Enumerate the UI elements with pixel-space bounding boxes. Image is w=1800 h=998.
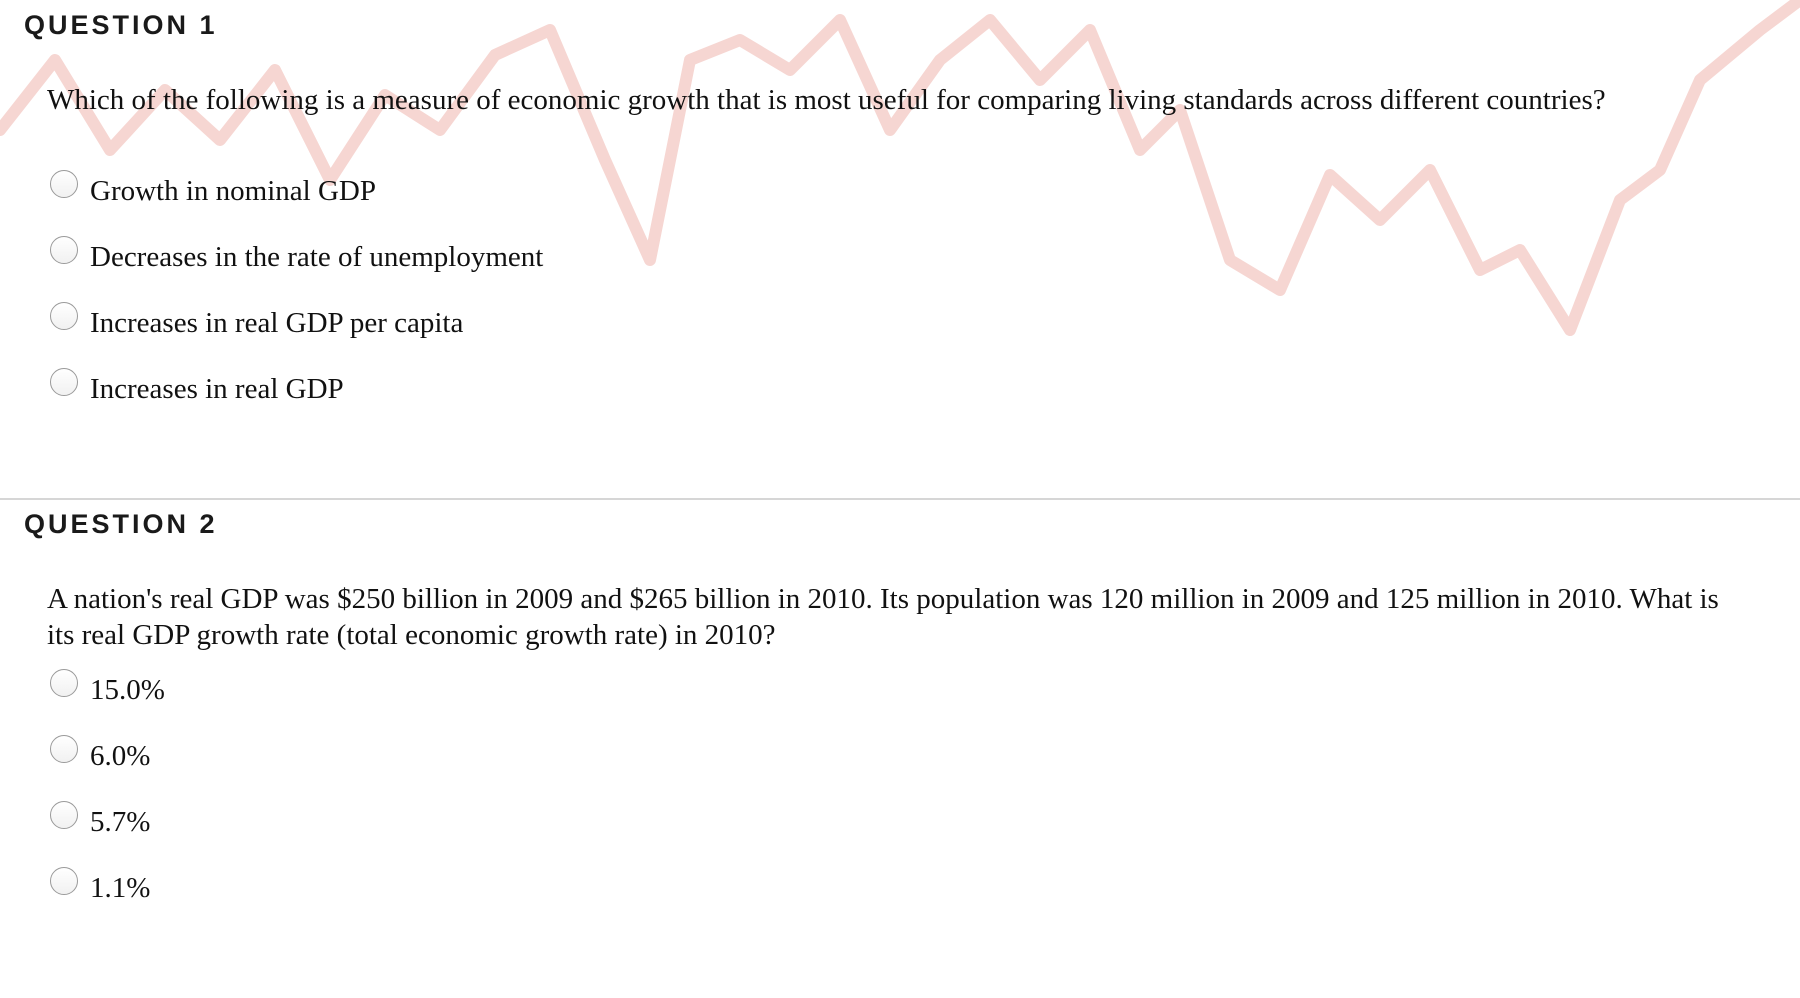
- option-label[interactable]: Increases in real GDP: [90, 373, 344, 405]
- radio-button[interactable]: [50, 302, 78, 330]
- radio-button[interactable]: [50, 867, 78, 895]
- radio-button[interactable]: [50, 801, 78, 829]
- radio-button[interactable]: [50, 170, 78, 198]
- option-label[interactable]: 6.0%: [90, 740, 151, 772]
- question-1-heading: QUESTION 1: [24, 10, 218, 40]
- question-2-block: [0, 499, 1800, 998]
- question-1-text: Which of the following is a measure of economic growth that is most useful for comparing living standards across different countries?: [47, 84, 1606, 116]
- option-label[interactable]: Increases in real GDP per capita: [90, 307, 464, 339]
- option-label[interactable]: 1.1%: [90, 872, 151, 904]
- radio-button[interactable]: [50, 368, 78, 396]
- option-label[interactable]: Decreases in the rate of unemployment: [90, 241, 544, 273]
- radio-button[interactable]: [50, 735, 78, 763]
- question-2-heading: QUESTION 2: [24, 509, 218, 539]
- question-2-text: A nation's real GDP was $250 billion in 2009 and $265 billion in 2010. Its population was 120 million in 2009 and 125 million in 2010. What is its real GDP growth rate (total economic growth rate) in 2010?: [47, 583, 1719, 651]
- option-label[interactable]: 15.0%: [90, 674, 165, 706]
- radio-button[interactable]: [50, 236, 78, 264]
- option-label[interactable]: Growth in nominal GDP: [90, 175, 376, 207]
- question-1-block: [0, 0, 1800, 498]
- option-label[interactable]: 5.7%: [90, 806, 151, 838]
- radio-button[interactable]: [50, 669, 78, 697]
